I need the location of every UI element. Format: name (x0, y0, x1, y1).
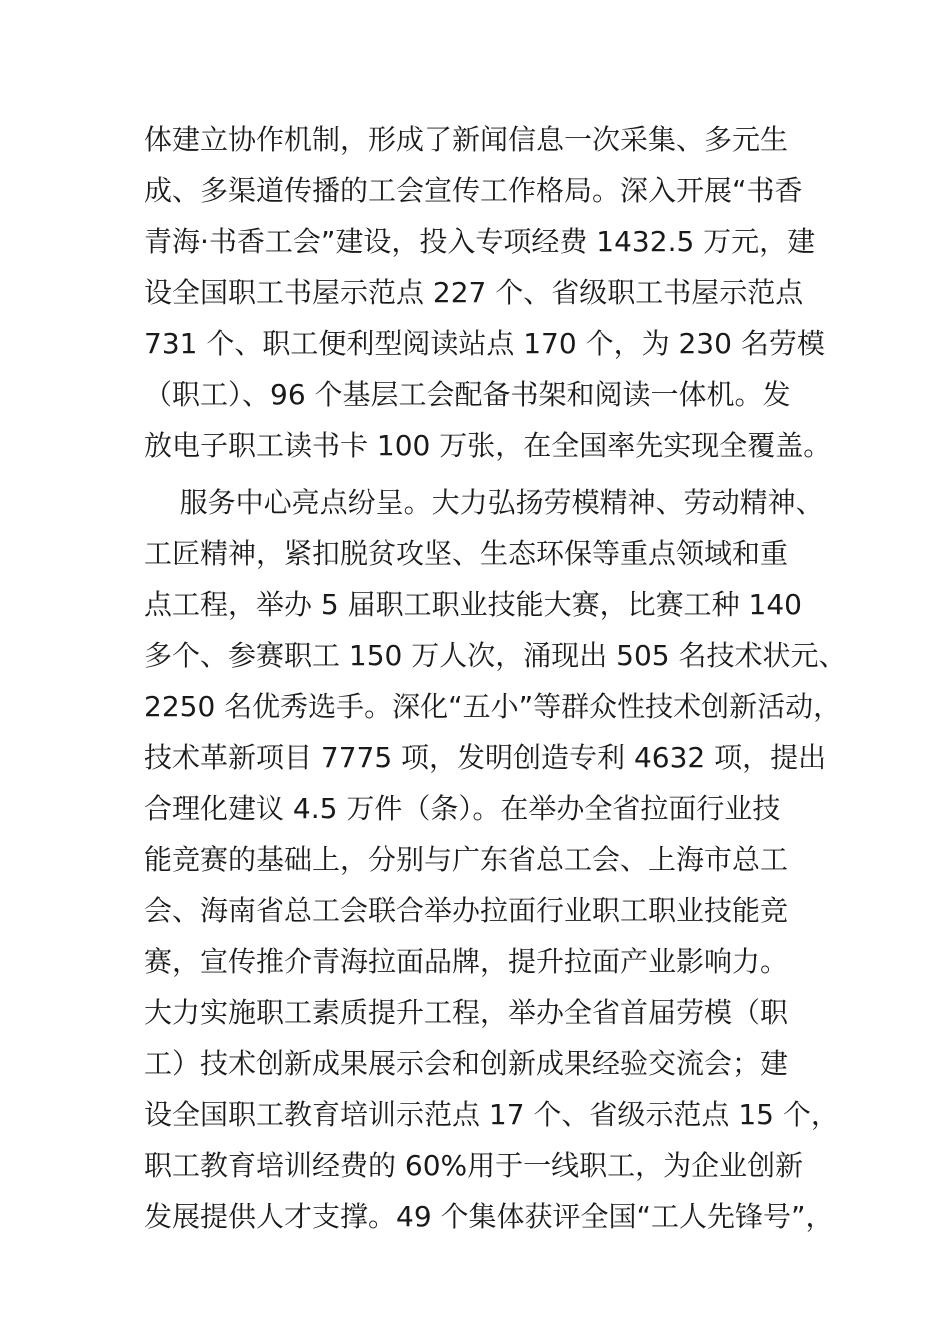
text-line: 点工程，举办 5 届职工职业技能大赛，比赛工种 140 (144, 588, 802, 621)
text-line: 设全国职工教育培训示范点 17 个、省级示范点 15 个， (144, 1098, 839, 1131)
paragraph-2 (144, 477, 847, 1242)
text-line: 体建立协作机制，形成了新闻信息一次采集、多元生 (144, 123, 789, 156)
paragraph-1 (144, 114, 834, 471)
text-line: 发展提供人才支撑。49 个集体获评全国“工人先锋号”， (144, 1200, 834, 1233)
text-line: 赛，宣传推介青海拉面品牌，提升拉面产业影响力。 (144, 945, 789, 978)
text-line: 技术革新项目 7775 项，发明创造专利 4632 项，提出 (144, 741, 827, 774)
body-text (144, 114, 847, 1242)
text-line: 731 个、职工便利型阅读站点 170 个，为 230 名劳模 (144, 327, 825, 360)
text-line: 青海·书香工会”建设，投入专项经费 1432.5 万元，建 (144, 225, 816, 258)
text-line: 职工教育培训经费的 60%用于一线职工，为企业创新 (144, 1149, 804, 1182)
text-line: 服务中心亮点纷呈。大力弘扬劳模精神、劳动精神、 (144, 486, 824, 519)
text-line: 设全国职工书屋示范点 227 个、省级职工书屋示范点 (144, 276, 804, 309)
text-line: 工）技术创新成果展示会和创新成果经验交流会；建 (144, 1047, 789, 1080)
text-line: 成、多渠道传播的工会宣传工作格局。深入开展“书香 (144, 174, 803, 207)
text-line: 会、海南省总工会联合举办拉面行业职工职业技能竞 (144, 894, 789, 927)
text-line: 合理化建议 4.5 万件（条）。在举办全省拉面行业技 (144, 792, 781, 825)
text-line: 能竞赛的基础上，分别与广东省总工会、上海市总工 (144, 843, 789, 876)
text-line: 大力实施职工素质提升工程，举办全省首届劳模（职 (144, 996, 789, 1029)
text-line: （职工）、96 个基层工会配备书架和阅读一体机。发 (144, 378, 791, 411)
text-line: 多个、参赛职工 150 万人次，涌现出 505 名技术状元、 (144, 639, 847, 672)
text-line: 放电子职工读书卡 100 万张，在全国率先实现全覆盖。 (144, 429, 832, 462)
text-line: 2250 名优秀选手。深化“五小”等群众性技术创新活动， (144, 690, 842, 723)
text-line: 工匠精神，紧扣脱贫攻坚、生态环保等重点领域和重 (144, 537, 789, 570)
